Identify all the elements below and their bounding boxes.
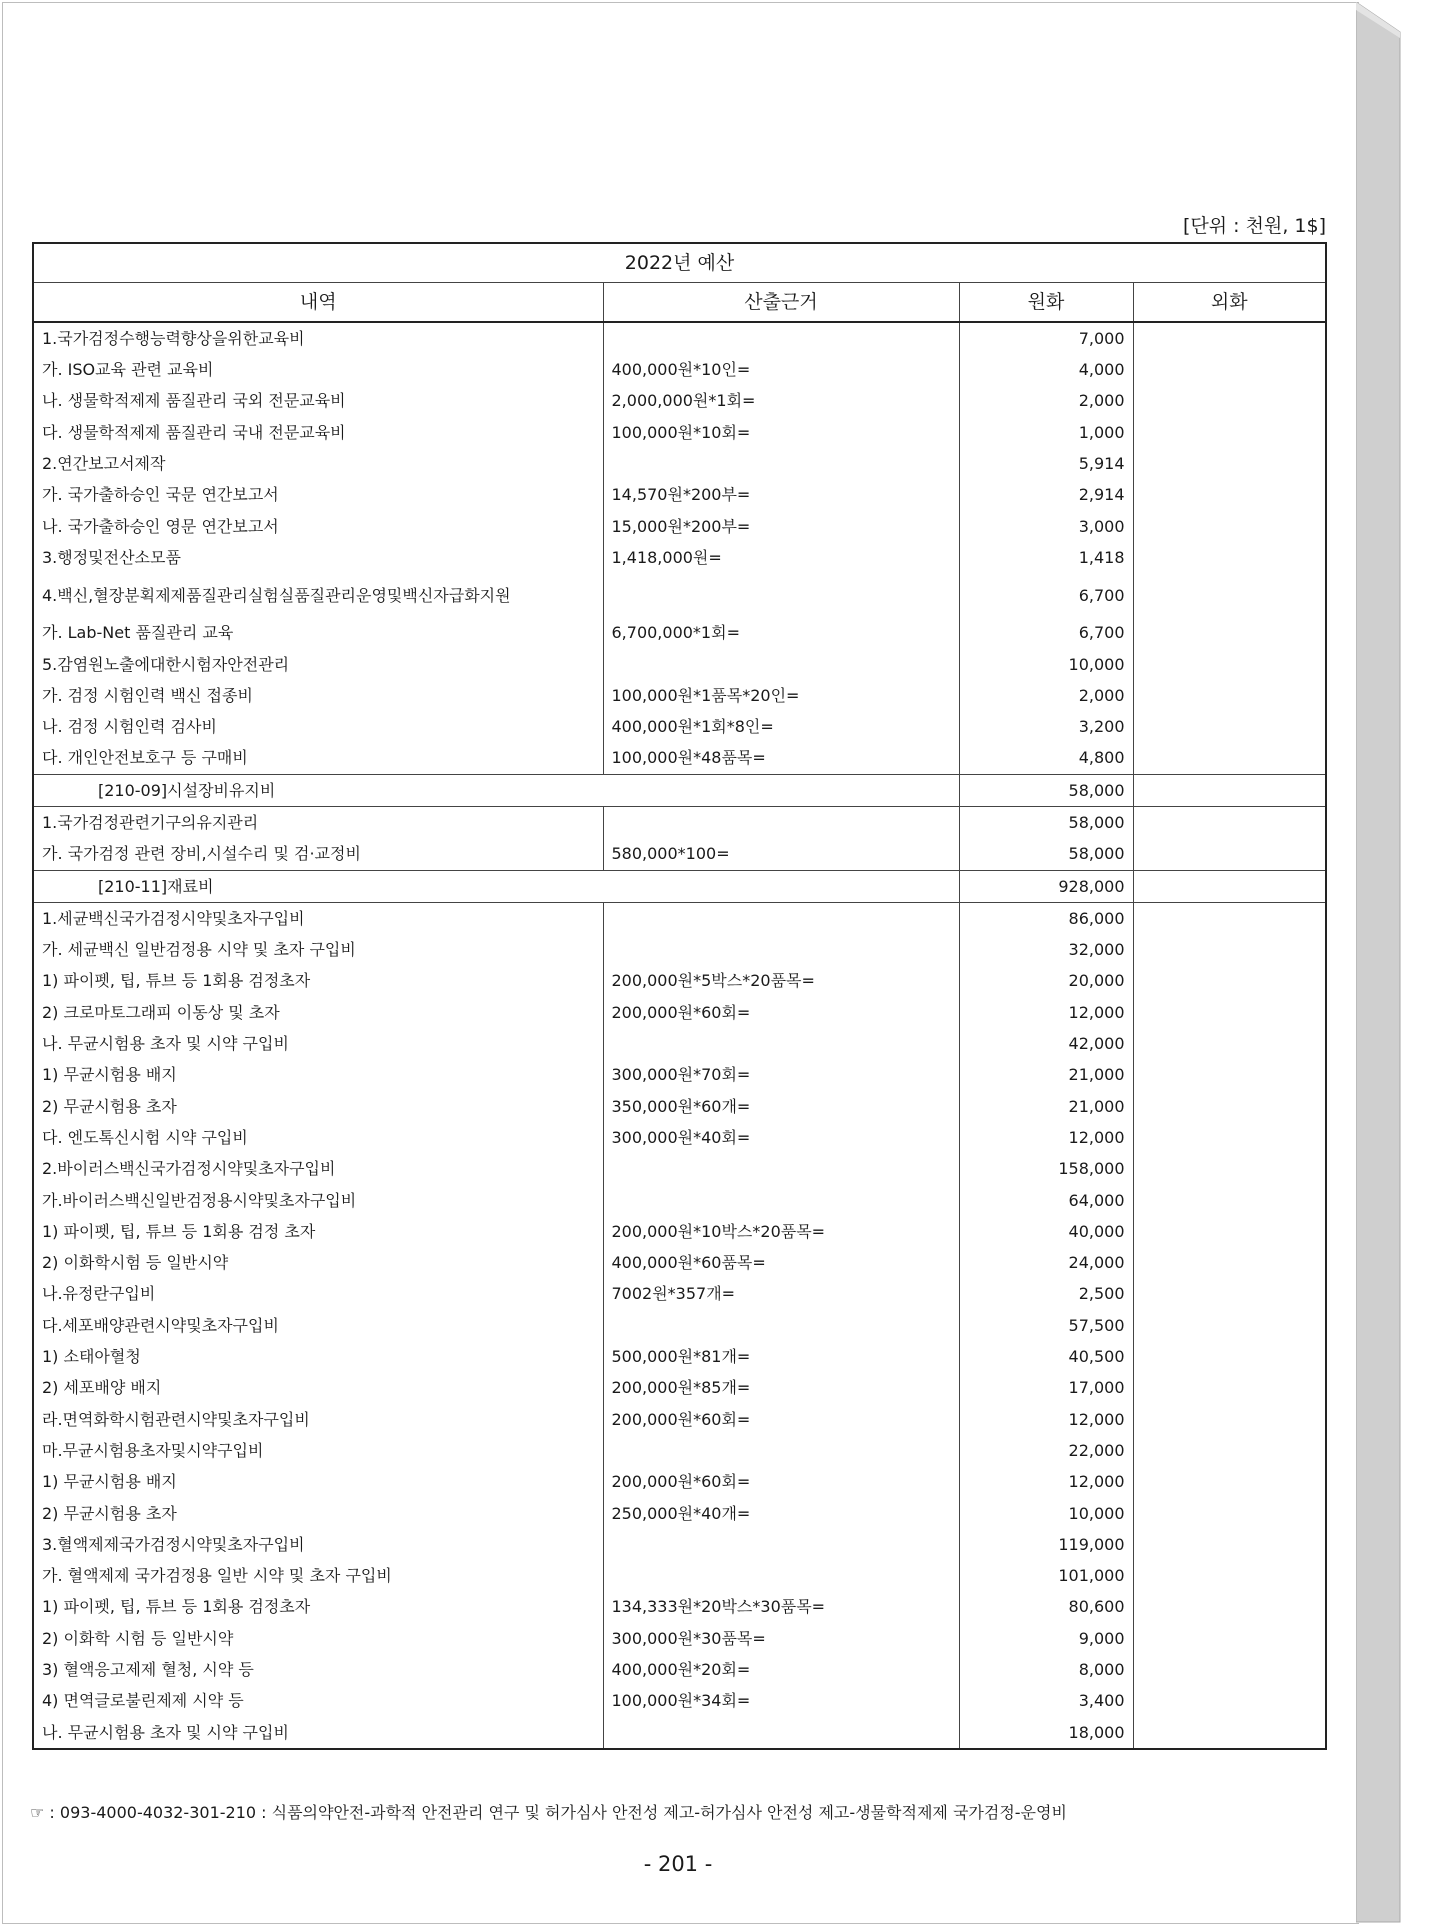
row-basis: 200,000원*5박스*20품목= — [603, 966, 959, 997]
row-krw-amount: 2,500 — [959, 1279, 1133, 1310]
page-number: - 201 - — [643, 1852, 713, 1876]
header-item: 내역 — [33, 283, 603, 323]
row-foreign-amount — [1133, 1435, 1326, 1466]
table-row — [33, 743, 1326, 775]
row-basis: 2,000,000원*1회= — [603, 386, 959, 417]
row-foreign-amount — [1133, 711, 1326, 742]
row-item: 1) 무균시험용 배지 — [33, 1466, 603, 1497]
row-item: 나. 검정 시험인력 검사비 — [33, 711, 603, 742]
row-krw-amount: 42,000 — [959, 1028, 1133, 1059]
row-item: 3.행정및전산소모품 — [33, 542, 603, 573]
budget-table — [32, 242, 1327, 1750]
table-row — [33, 1685, 1326, 1716]
row-foreign-amount — [1133, 542, 1326, 573]
table-row — [33, 1592, 1326, 1623]
row-item: 다.세포배양관련시약및초자구입비 — [33, 1310, 603, 1341]
table-row — [33, 479, 1326, 510]
row-foreign-amount — [1133, 1028, 1326, 1059]
row-basis: 100,000원*1품목*20인= — [603, 680, 959, 711]
row-item: 나. 무균시험용 초자 및 시약 구입비 — [33, 1028, 603, 1059]
row-basis: 300,000원*30품목= — [603, 1623, 959, 1654]
row-item: 3.혈액제제국가검정시약및초자구입비 — [33, 1529, 603, 1560]
table-row — [33, 774, 1326, 806]
row-item: 1.세균백신국가검정시약및초자구입비 — [33, 903, 603, 935]
header-krw: 원화 — [959, 283, 1133, 323]
table-row — [33, 354, 1326, 385]
header-basis: 산출근거 — [603, 283, 959, 323]
row-basis: 580,000*100= — [603, 838, 959, 870]
row-item: 나. 국가출하승인 영문 연간보고서 — [33, 511, 603, 542]
row-foreign-amount — [1133, 1529, 1326, 1560]
row-basis: 400,000원*60품목= — [603, 1247, 959, 1278]
table-row — [33, 417, 1326, 448]
row-foreign-amount — [1133, 386, 1326, 417]
table-row — [33, 1654, 1326, 1685]
table-row — [33, 649, 1326, 680]
row-krw-amount: 3,400 — [959, 1685, 1133, 1716]
row-basis: 1,418,000원= — [603, 542, 959, 573]
row-krw-amount: 6,700 — [959, 573, 1133, 617]
row-basis: 6,700,000*1회= — [603, 617, 959, 648]
row-krw-amount: 17,000 — [959, 1373, 1133, 1404]
table-row — [33, 870, 1326, 902]
table-row — [33, 1153, 1326, 1184]
footnote: ☞ : 093-4000-4032-301-210 : 식품의약안전-과학적 안전관리 연구 및 허가심사 안전성 제고-허가심사 안전성 제고-생물학적제제 국가검정-운영비 — [30, 1803, 1067, 1822]
row-basis: 100,000원*48품목= — [603, 743, 959, 775]
row-foreign-amount — [1133, 1153, 1326, 1184]
row-basis — [603, 807, 959, 839]
table-row — [33, 1404, 1326, 1435]
row-krw-amount: 158,000 — [959, 1153, 1133, 1184]
row-basis: 100,000원*34회= — [603, 1685, 959, 1716]
table-row — [33, 1623, 1326, 1654]
row-item: 2.바이러스백신국가검정시약및초자구입비 — [33, 1153, 603, 1184]
row-foreign-amount — [1133, 479, 1326, 510]
row-foreign-amount — [1133, 1341, 1326, 1372]
row-basis — [603, 1185, 959, 1216]
row-basis: 15,000원*200부= — [603, 511, 959, 542]
row-item: 2) 세포배양 배지 — [33, 1373, 603, 1404]
row-basis: 200,000원*85개= — [603, 1373, 959, 1404]
table-row — [33, 1341, 1326, 1372]
row-krw-amount: 8,000 — [959, 1654, 1133, 1685]
table-row — [33, 1122, 1326, 1153]
row-basis: 14,570원*200부= — [603, 479, 959, 510]
row-basis: 200,000원*60회= — [603, 997, 959, 1028]
row-item: 1) 파이펫, 팁, 튜브 등 1회용 검정초자 — [33, 1592, 603, 1623]
row-foreign-amount — [1133, 1279, 1326, 1310]
row-foreign-amount — [1133, 1216, 1326, 1247]
row-basis — [603, 1310, 959, 1341]
row-basis: 200,000원*60회= — [603, 1466, 959, 1497]
row-foreign-amount — [1133, 903, 1326, 935]
row-foreign-amount — [1133, 774, 1326, 806]
table-row — [33, 542, 1326, 573]
row-item: 2) 이화학시험 등 일반시약 — [33, 1247, 603, 1278]
row-krw-amount: 86,000 — [959, 903, 1133, 935]
row-item: 라.면역화학시험관련시약및초자구입비 — [33, 1404, 603, 1435]
row-foreign-amount — [1133, 1247, 1326, 1278]
row-krw-amount: 1,000 — [959, 417, 1133, 448]
row-krw-amount: 58,000 — [959, 807, 1133, 839]
row-krw-amount: 18,000 — [959, 1717, 1133, 1749]
row-foreign-amount — [1133, 870, 1326, 902]
row-foreign-amount — [1133, 1498, 1326, 1529]
table-row — [33, 997, 1326, 1028]
row-item: 2) 이화학 시험 등 일반시약 — [33, 1623, 603, 1654]
row-krw-amount: 58,000 — [959, 838, 1133, 870]
row-basis — [603, 1717, 959, 1749]
row-basis: 400,000원*1회*8인= — [603, 711, 959, 742]
row-foreign-amount — [1133, 1717, 1326, 1749]
row-foreign-amount — [1133, 417, 1326, 448]
row-item: 마.무균시험용초자및시약구입비 — [33, 1435, 603, 1466]
row-foreign-amount — [1133, 997, 1326, 1028]
row-foreign-amount — [1133, 448, 1326, 479]
table-row — [33, 1529, 1326, 1560]
table-row — [33, 680, 1326, 711]
row-item: [210-11]재료비 — [33, 870, 959, 902]
table-row — [33, 322, 1326, 354]
row-foreign-amount — [1133, 1060, 1326, 1091]
table-row — [33, 1185, 1326, 1216]
table-row — [33, 934, 1326, 965]
row-krw-amount: 12,000 — [959, 997, 1133, 1028]
table-header-row — [33, 283, 1326, 323]
row-item: 나. 무균시험용 초자 및 시약 구입비 — [33, 1717, 603, 1749]
row-foreign-amount — [1133, 838, 1326, 870]
table-row — [33, 617, 1326, 648]
row-krw-amount: 5,914 — [959, 448, 1133, 479]
row-krw-amount: 2,000 — [959, 680, 1133, 711]
row-foreign-amount — [1133, 1466, 1326, 1497]
row-item: 1) 무균시험용 배지 — [33, 1060, 603, 1091]
table-row — [33, 1560, 1326, 1591]
row-krw-amount: 22,000 — [959, 1435, 1133, 1466]
row-krw-amount: 21,000 — [959, 1091, 1133, 1122]
row-foreign-amount — [1133, 1122, 1326, 1153]
row-item: 가. 세균백신 일반검정용 시약 및 초자 구입비 — [33, 934, 603, 965]
row-krw-amount: 12,000 — [959, 1466, 1133, 1497]
table-title: 2022년 예산 — [33, 243, 1326, 283]
row-foreign-amount — [1133, 322, 1326, 354]
row-krw-amount: 119,000 — [959, 1529, 1133, 1560]
header-foreign: 외화 — [1133, 283, 1326, 323]
row-item: 1) 소태아혈청 — [33, 1341, 603, 1372]
row-basis — [603, 903, 959, 935]
row-krw-amount: 40,500 — [959, 1341, 1133, 1372]
row-krw-amount: 2,914 — [959, 479, 1133, 510]
row-foreign-amount — [1133, 1654, 1326, 1685]
row-krw-amount: 10,000 — [959, 1498, 1133, 1529]
row-krw-amount: 4,800 — [959, 743, 1133, 775]
row-foreign-amount — [1133, 573, 1326, 617]
row-krw-amount: 21,000 — [959, 1060, 1133, 1091]
row-basis: 300,000원*40회= — [603, 1122, 959, 1153]
page-curl-decoration — [1356, 2, 1402, 1924]
row-krw-amount: 80,600 — [959, 1592, 1133, 1623]
row-foreign-amount — [1133, 617, 1326, 648]
row-item: 다. 개인안전보호구 등 구매비 — [33, 743, 603, 775]
row-basis — [603, 1153, 959, 1184]
row-krw-amount: 7,000 — [959, 322, 1133, 354]
table-row — [33, 903, 1326, 935]
table-row — [33, 807, 1326, 839]
row-krw-amount: 24,000 — [959, 1247, 1133, 1278]
row-foreign-amount — [1133, 1623, 1326, 1654]
row-krw-amount: 64,000 — [959, 1185, 1133, 1216]
row-foreign-amount — [1133, 649, 1326, 680]
table-row — [33, 511, 1326, 542]
row-item: 나.유정란구입비 — [33, 1279, 603, 1310]
row-krw-amount: 10,000 — [959, 649, 1133, 680]
row-krw-amount: 1,418 — [959, 542, 1133, 573]
row-basis — [603, 934, 959, 965]
row-item: 나. 생물학적제제 품질관리 국외 전문교육비 — [33, 386, 603, 417]
row-item: 1) 파이펫, 팁, 튜브 등 1회용 검정 초자 — [33, 1216, 603, 1247]
row-foreign-amount — [1133, 1310, 1326, 1341]
row-krw-amount: 928,000 — [959, 870, 1133, 902]
table-row — [33, 448, 1326, 479]
table-row — [33, 1373, 1326, 1404]
row-basis: 7002원*357개= — [603, 1279, 959, 1310]
row-basis — [603, 448, 959, 479]
row-item: [210-09]시설장비유지비 — [33, 774, 959, 806]
row-foreign-amount — [1133, 1091, 1326, 1122]
table-row — [33, 1279, 1326, 1310]
row-krw-amount: 57,500 — [959, 1310, 1133, 1341]
row-item: 4.백신,혈장분획제제품질관리실험실품질관리운영및백신자급화지원 — [33, 573, 603, 617]
row-krw-amount: 12,000 — [959, 1122, 1133, 1153]
table-row — [33, 386, 1326, 417]
row-krw-amount: 20,000 — [959, 966, 1133, 997]
row-basis — [603, 1529, 959, 1560]
row-foreign-amount — [1133, 934, 1326, 965]
row-basis: 400,000원*20회= — [603, 1654, 959, 1685]
row-krw-amount: 12,000 — [959, 1404, 1133, 1435]
row-krw-amount: 101,000 — [959, 1560, 1133, 1591]
row-item: 다. 생물학적제제 품질관리 국내 전문교육비 — [33, 417, 603, 448]
row-foreign-amount — [1133, 1685, 1326, 1716]
row-item: 1) 파이펫, 팁, 튜브 등 1회용 검정초자 — [33, 966, 603, 997]
table-row — [33, 1466, 1326, 1497]
table-row — [33, 573, 1326, 617]
table-row — [33, 1310, 1326, 1341]
row-basis: 200,000원*10박스*20품목= — [603, 1216, 959, 1247]
table-row — [33, 1435, 1326, 1466]
row-item: 4) 면역글로불린제제 시약 등 — [33, 1685, 603, 1716]
row-item: 가. 검정 시험인력 백신 접종비 — [33, 680, 603, 711]
table-row — [33, 1091, 1326, 1122]
row-foreign-amount — [1133, 1373, 1326, 1404]
row-foreign-amount — [1133, 1560, 1326, 1591]
table-row — [33, 711, 1326, 742]
row-item: 5.감염원노출에대한시험자안전관리 — [33, 649, 603, 680]
row-krw-amount: 2,000 — [959, 386, 1133, 417]
table-row — [33, 1028, 1326, 1059]
budget-table-body — [33, 243, 1326, 1749]
row-item: 2.연간보고서제작 — [33, 448, 603, 479]
row-basis: 200,000원*60회= — [603, 1404, 959, 1435]
row-basis — [603, 1435, 959, 1466]
row-item: 2) 크로마토그래피 이동상 및 초자 — [33, 997, 603, 1028]
row-foreign-amount — [1133, 1592, 1326, 1623]
row-item: 1.국가검정관련기구의유지관리 — [33, 807, 603, 839]
row-foreign-amount — [1133, 1404, 1326, 1435]
row-basis: 300,000원*70회= — [603, 1060, 959, 1091]
row-krw-amount: 6,700 — [959, 617, 1133, 648]
row-foreign-amount — [1133, 354, 1326, 385]
row-foreign-amount — [1133, 680, 1326, 711]
table-row — [33, 838, 1326, 870]
row-item: 가. 국가출하승인 국문 연간보고서 — [33, 479, 603, 510]
row-foreign-amount — [1133, 743, 1326, 775]
row-basis — [603, 649, 959, 680]
row-item: 가. 국가검정 관련 장비,시설수리 및 검·교정비 — [33, 838, 603, 870]
row-item: 가.바이러스백신일반검정용시약및초자구입비 — [33, 1185, 603, 1216]
row-basis — [603, 1028, 959, 1059]
row-item: 가. Lab-Net 품질관리 교육 — [33, 617, 603, 648]
table-row — [33, 1216, 1326, 1247]
row-item: 2) 무균시험용 초자 — [33, 1498, 603, 1529]
table-row — [33, 966, 1326, 997]
row-krw-amount: 4,000 — [959, 354, 1133, 385]
row-krw-amount: 58,000 — [959, 774, 1133, 806]
row-foreign-amount — [1133, 511, 1326, 542]
row-foreign-amount — [1133, 966, 1326, 997]
table-row — [33, 1717, 1326, 1749]
row-item: 가. ISO교육 관련 교육비 — [33, 354, 603, 385]
row-basis: 250,000원*40개= — [603, 1498, 959, 1529]
row-item: 3) 혈액응고제제 혈청, 시약 등 — [33, 1654, 603, 1685]
row-foreign-amount — [1133, 1185, 1326, 1216]
row-basis: 350,000원*60개= — [603, 1091, 959, 1122]
row-basis: 400,000원*10인= — [603, 354, 959, 385]
unit-label: [단위 : 천원, 1$] — [1183, 215, 1326, 237]
table-title-row — [33, 243, 1326, 283]
row-item: 2) 무균시험용 초자 — [33, 1091, 603, 1122]
table-row — [33, 1060, 1326, 1091]
row-krw-amount: 3,200 — [959, 711, 1133, 742]
row-basis: 134,333원*20박스*30품목= — [603, 1592, 959, 1623]
row-foreign-amount — [1133, 807, 1326, 839]
table-row — [33, 1498, 1326, 1529]
row-basis: 100,000원*10회= — [603, 417, 959, 448]
row-item: 다. 엔도톡신시험 시약 구입비 — [33, 1122, 603, 1153]
row-basis: 500,000원*81개= — [603, 1341, 959, 1372]
row-krw-amount: 3,000 — [959, 511, 1133, 542]
row-krw-amount: 9,000 — [959, 1623, 1133, 1654]
row-basis — [603, 573, 959, 617]
table-row — [33, 1247, 1326, 1278]
row-krw-amount: 32,000 — [959, 934, 1133, 965]
row-basis — [603, 1560, 959, 1591]
row-krw-amount: 40,000 — [959, 1216, 1133, 1247]
row-basis — [603, 322, 959, 354]
row-item: 가. 혈액제제 국가검정용 일반 시약 및 초자 구입비 — [33, 1560, 603, 1591]
row-item: 1.국가검정수행능력향상을위한교육비 — [33, 322, 603, 354]
